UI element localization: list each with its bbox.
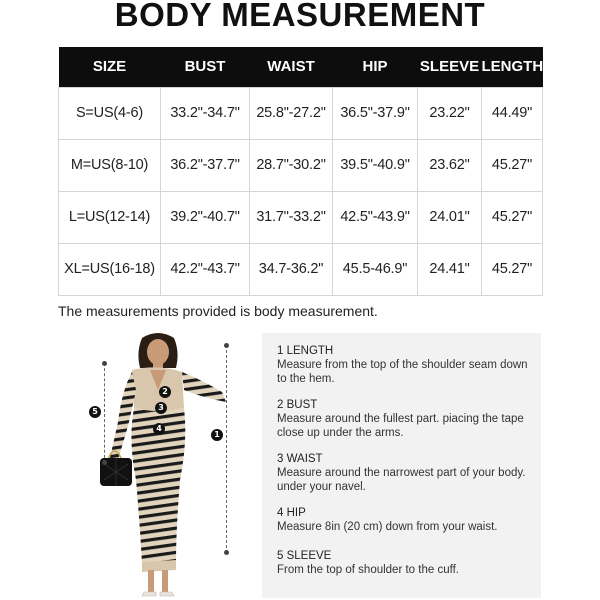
length-cell: 45.27" — [482, 191, 543, 243]
model-illustration — [80, 330, 260, 600]
instruction-heading: 2 BUST — [277, 399, 318, 411]
waist-cell: 28.7"-30.2" — [250, 139, 333, 191]
table-row — [59, 87, 543, 139]
instruction-text: Measure from the top of the shoulder seam down to the hem. — [277, 359, 528, 385]
column-header-length: LENGTH — [482, 47, 543, 87]
measurement-note: The measurements provided is body measurement. — [58, 303, 378, 319]
instruction-length — [277, 344, 537, 386]
column-header-size: SIZE — [59, 47, 161, 87]
waist-cell: 31.7"-33.2" — [250, 191, 333, 243]
size-cell: L=US(12-14) — [59, 191, 161, 243]
marker-2-bust: 2 — [159, 386, 171, 398]
page-title: BODY MEASUREMENT — [114, 0, 486, 33]
instruction-text: Measure around the fullest part. piacing the tape close up under the arms. — [277, 413, 524, 439]
table-header-row — [59, 47, 543, 87]
sleeve-cell: 24.41" — [418, 243, 482, 295]
size-cell: M=US(8-10) — [59, 139, 161, 191]
instruction-text: Measure around the narrowest part of your body. under your navel. — [277, 467, 526, 493]
instruction-text: Measure 8in (20 cm) down from your waist. — [277, 521, 498, 533]
instruction-heading: 4 HIP — [277, 507, 306, 519]
length-measure-line — [226, 345, 227, 553]
instruction-heading: 1 LENGTH — [277, 345, 334, 357]
column-header-waist: WAIST — [250, 47, 333, 87]
table-row — [59, 139, 543, 191]
sleeve-measure-line — [104, 363, 105, 463]
table-row — [59, 191, 543, 243]
bust-cell: 39.2"-40.7" — [161, 191, 250, 243]
right-sleeve — [182, 372, 226, 402]
column-header-bust: BUST — [161, 47, 250, 87]
face-shape — [147, 339, 169, 365]
marker-4-hip: 4 — [153, 423, 165, 435]
marker-3-waist: 3 — [155, 402, 167, 414]
waist-cell: 34.7-36.2" — [250, 243, 333, 295]
instruction-heading: 5 SLEEVE — [277, 550, 332, 562]
bust-cell: 33.2"-34.7" — [161, 87, 250, 139]
hip-cell: 39.5"-40.9" — [333, 139, 418, 191]
column-header-sleeve: SLEEVE — [418, 47, 482, 87]
table-row — [59, 243, 543, 295]
length-cell: 45.27" — [482, 243, 543, 295]
model-figure — [80, 330, 260, 600]
instruction-heading: 3 WAIST — [277, 453, 323, 465]
sleeve-cell: 23.62" — [418, 139, 482, 191]
size-chart-table — [58, 47, 543, 296]
length-cell: 45.27" — [482, 139, 543, 191]
sleeve-cell: 23.22" — [418, 87, 482, 139]
column-header-hip: HIP — [333, 47, 418, 87]
waist-cell: 25.8"-27.2" — [250, 87, 333, 139]
hip-cell: 45.5-46.9" — [333, 243, 418, 295]
bust-cell: 42.2"-43.7" — [161, 243, 250, 295]
instruction-text: From the top of shoulder to the cuff. — [277, 564, 459, 576]
marker-5-sleeve: 5 — [89, 406, 101, 418]
size-cell: XL=US(16-18) — [59, 243, 161, 295]
marker-1-length: 1 — [211, 429, 223, 441]
instruction-bust — [277, 398, 537, 440]
length-cell: 44.49" — [482, 87, 543, 139]
size-cell: S=US(4-6) — [59, 87, 161, 139]
bust-cell: 36.2"-37.7" — [161, 139, 250, 191]
instruction-sleeve — [277, 549, 537, 577]
sleeve-cell: 24.01" — [418, 191, 482, 243]
instruction-waist — [277, 452, 537, 494]
hip-cell: 36.5"-37.9" — [333, 87, 418, 139]
instructions-panel — [262, 333, 541, 598]
instruction-hip — [277, 506, 537, 534]
hip-cell: 42.5"-43.9" — [333, 191, 418, 243]
